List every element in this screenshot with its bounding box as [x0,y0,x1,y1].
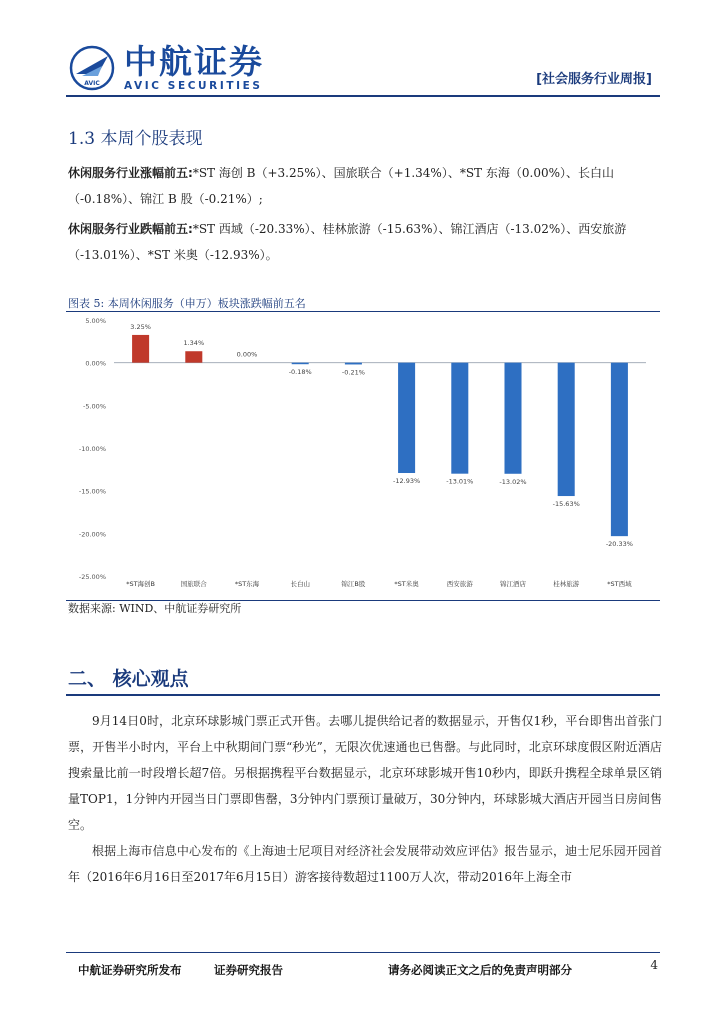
bar-data-label: -13.02% [499,477,527,486]
header-divider [66,95,660,97]
gainers-text: *ST 海创 B（+3.25%）、国旅联合（+1.34%）、*ST 东海（0.00%）、长白山（-0.18%）、锦江 B 股（-0.21%）; [68,166,614,206]
y-tick-label: -15.00% [78,487,106,496]
y-tick-label: 5.00% [85,317,106,325]
y-tick-label: -20.00% [78,530,106,539]
bar-data-label: -0.21% [341,368,365,377]
x-tick-label: *ST米奥 [394,580,419,588]
report-category-tag: [社会服务行业周报] [536,72,652,87]
x-tick-label: 锦江B股 [341,580,366,588]
bar-data-label: 3.25% [130,322,151,331]
x-tick-label: 锦江酒店 [500,580,526,588]
footer-publisher: 中航证券研究所发布 [78,963,182,977]
brand-name-en: AVIC SECURITIES [124,80,263,92]
section2-divider [66,694,660,696]
losers-paragraph [68,216,662,268]
x-tick-label: 长白山 [290,580,310,588]
bar-data-label: -15.63% [552,500,580,509]
bar [292,363,309,365]
x-tick-label: *ST西域 [607,580,632,588]
bar [185,351,202,362]
x-tick-label: 桂林旅游 [553,580,580,588]
y-tick-label: -10.00% [78,445,106,453]
y-tick-label: -5.00% [83,402,106,411]
footer-disclaimer: 请务必阅读正文之后的免责声明部分 [388,963,572,977]
bar-data-label: -12.93% [393,477,421,486]
y-tick-label: -25.00% [78,573,106,581]
bar [611,363,628,536]
bar [398,363,415,473]
x-tick-label: 国旅联合 [180,580,207,588]
bar-data-label: 1.34% [183,339,205,348]
bar [451,363,468,474]
section2-title: 二、 核心观点 [68,668,189,690]
figure-caption: 图表 5: 本周休闲服务（申万）板块涨跌幅前五名 [68,297,306,310]
x-tick-label: 西安旅游 [446,580,473,588]
bar-data-label: 0.00% [236,350,258,359]
bar-data-label: -13.01% [446,477,474,486]
brand-name-cn: 中航证券 [124,42,264,81]
bar [558,363,575,496]
footer-divider [66,952,660,953]
figure-source: 数据来源: WIND、中航证券研究所 [68,602,242,615]
y-tick-label: 0.00% [85,359,106,368]
logo-badge-text: AVIC [84,80,100,87]
bar-chart [66,312,660,598]
body-paragraph-2: 根据上海市信息中心发布的《上海迪士尼项目对经济社会发展带动效应评估》报告显示，迪士尼乐园开园首年（2016年6月16日至2017年6月15日）游客接待数超过1100万人次，带动2016年上海全市 [68,844,662,884]
footer-report-type: 证券研究报告 [214,963,283,977]
bar [504,363,521,474]
gainers-label: 休闲服务行业涨幅前五: [68,166,193,180]
bar-data-label: -0.18% [288,368,312,377]
losers-text: *ST 西域（-20.33%）、桂林旅游（-15.63%）、锦江酒店（-13.02%）、西安旅游（-13.01%）、*ST 米奥（-12.93%）。 [68,222,627,262]
bar [132,335,149,363]
losers-label: 休闲服务行业跌幅前五: [68,222,193,236]
avic-logo-icon [68,44,116,92]
gainers-paragraph [68,160,662,212]
x-tick-label: *ST海创B [126,580,156,588]
bar-data-label: -20.33% [605,540,633,549]
section-title: 1.3 本周个股表现 [68,129,203,149]
page-number: 4 [650,958,658,972]
bar [345,363,362,365]
x-tick-label: *ST东海 [234,580,260,588]
body-paragraph-1: 9月14日0时，北京环球影城门票正式开售。去哪儿提供给记者的数据显示，开售仅1秒，平台即售出首张门票，开售半小时内，平台上中秋期间门票“秒光”，无限次优速通也已售罄。与此同时，北京环球度假区附近酒店搜索量比前一时段增长超7倍。另根据携程平台数据显示，北京环球影城开售10秒内，即跃升携程全球单景区销量TOP1，1分钟内开园当日门票即售罄，3分钟内门票预订量破万，30分钟内，环球影城大酒店开园当日房间售空。 [68,714,662,832]
